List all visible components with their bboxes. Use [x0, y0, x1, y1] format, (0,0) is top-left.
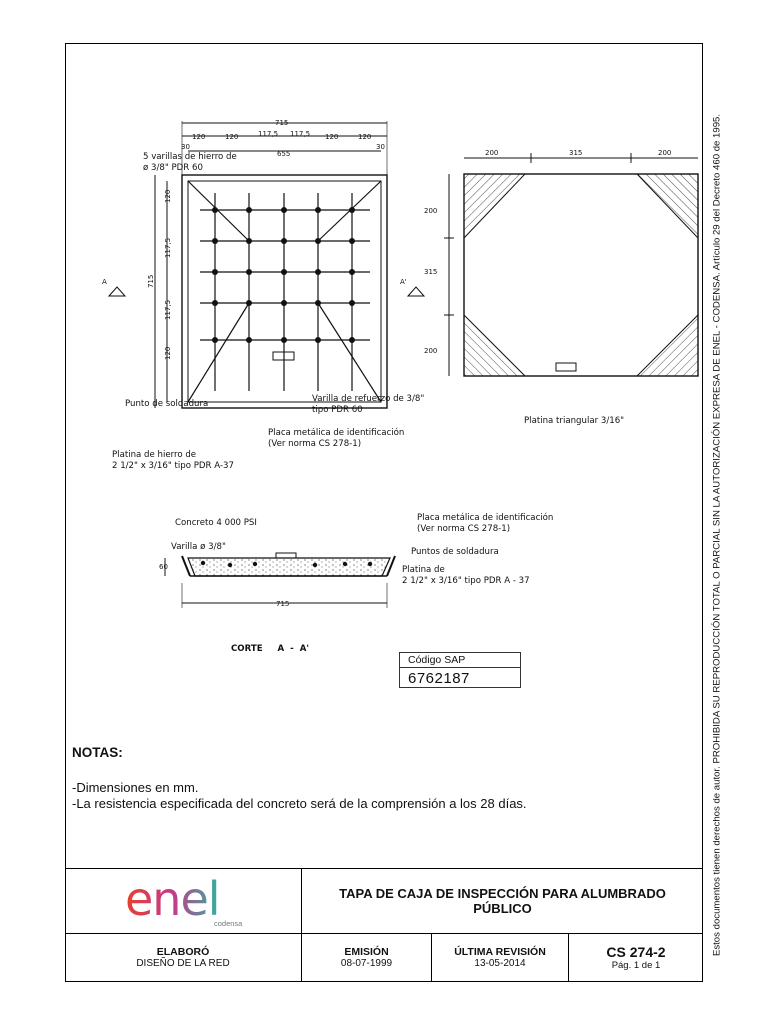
copyright-text: Estos documentos tienen derechos de autor. PROHIBIDA SU REPRODUCCIÓN TOTAL O PARCIAL SIN LA AUTORIZACIÓN EXPRESA DE ENEL - CODENSA. Artículo 29 del Decreto 460 de 1995.: [711, 113, 723, 957]
weld-point: [246, 337, 252, 343]
weld-point: [315, 337, 321, 343]
section-mark-right: A': [400, 278, 407, 286]
dim-seg: 117,5: [258, 130, 279, 138]
page-number: Pág. 1 de 1: [611, 960, 661, 971]
weld-point: [315, 238, 321, 244]
label-punto-soldadura: Punto de soldadura: [125, 399, 209, 409]
emision-cell: [301, 934, 431, 982]
weld-point: [349, 238, 355, 244]
weld-point: [212, 300, 218, 306]
dim-right-left-top: 200: [424, 207, 438, 215]
notes-section: [72, 745, 692, 812]
weld-point: [281, 269, 287, 275]
dim-seg: 120: [325, 133, 339, 141]
weld-point: [246, 238, 252, 244]
dim-vertical: 120: [164, 346, 172, 360]
enel-logo-icon: [65, 869, 301, 934]
dim-vertical: 117,5: [164, 237, 172, 258]
dim-seg: 120: [358, 133, 372, 141]
dim-section-60: 60: [159, 563, 168, 571]
section-mark-left: A: [102, 278, 107, 286]
note-item: -Dimensiones en mm.: [72, 780, 199, 795]
section-rebar-point: [368, 562, 372, 566]
elaboro-cell: [65, 934, 301, 982]
technical-drawing: [65, 43, 703, 653]
elaboro-label: ELABORÓ: [156, 946, 210, 958]
elaboro-value: DISEÑO DE LA RED: [136, 958, 230, 969]
weld-point: [281, 238, 287, 244]
label-corte: CORTE A - A': [231, 644, 310, 653]
weld-point: [281, 300, 287, 306]
sap-code-box: [399, 652, 521, 688]
title-block-row-2: [65, 933, 703, 982]
dim-seg: 120: [225, 133, 239, 141]
note-item: -La resistencia especificada del concreto será de la comprensión a los 28 días.: [72, 796, 527, 811]
sap-label: Código SAP: [400, 653, 520, 668]
dim-vertical: 120: [164, 189, 172, 203]
weld-point: [349, 300, 355, 306]
weld-point: [349, 269, 355, 275]
weld-point: [212, 269, 218, 275]
dim-seg: 117,5: [290, 130, 311, 138]
revision-cell: [431, 934, 568, 982]
weld-point: [246, 269, 252, 275]
dim-total: 715: [275, 119, 289, 127]
label-platina-triangular: Platina triangular 3/16": [524, 416, 625, 426]
weld-point: [212, 238, 218, 244]
label-puntos-soldadura: Puntos de soldadura: [411, 547, 499, 557]
dim-vertical: 117,5: [164, 299, 172, 320]
enel-logo: [65, 869, 301, 934]
weld-point: [281, 337, 287, 343]
document-title-cell: [301, 869, 703, 933]
section-rebar-point: [253, 562, 257, 566]
section-rebar-point: [201, 561, 205, 565]
section-rebar-point: [228, 563, 232, 567]
copyright-side-note: [704, 100, 730, 970]
dim-right-top-right: 200: [658, 149, 672, 157]
label-platina-seccion: Platina de: [402, 565, 445, 575]
document-code-cell: [568, 934, 703, 982]
sap-code: 6762187: [408, 670, 470, 687]
section-rebar-point: [313, 563, 317, 567]
label-platina-hierro: Platina de hierro de: [112, 450, 197, 460]
revision-value: 13-05-2014: [474, 958, 526, 969]
section-rebar-point: [343, 562, 347, 566]
weld-point: [349, 207, 355, 213]
dim-edge-right: 30: [376, 143, 385, 151]
emision-label: EMISIÓN: [344, 946, 389, 958]
notes-title: NOTAS:: [72, 745, 123, 760]
label-varilla-refuerzo-2: tipo PDR 60: [312, 405, 363, 415]
label-placa: Placa metálica de identificación: [268, 428, 405, 438]
label-varillas-2: ø 3/8" PDR 60: [143, 163, 203, 173]
dim-edge: 30: [181, 143, 190, 151]
emision-value: 08-07-1999: [340, 958, 393, 969]
dim-right-left-mid: 315: [424, 268, 438, 276]
label-varilla-38: Varilla ø 3/8": [171, 542, 226, 552]
label-placa-seccion-2: (Ver norma CS 278-1): [417, 524, 511, 534]
title-block-row-1: [65, 868, 703, 933]
weld-point: [212, 207, 218, 213]
dim-seg: 120: [192, 133, 206, 141]
weld-point: [281, 207, 287, 213]
label-placa-seccion: Placa metálica de identificación: [417, 513, 554, 523]
document-code: CS 274-2: [606, 944, 666, 960]
dim-right-top-left: 200: [485, 149, 499, 157]
weld-point: [212, 337, 218, 343]
plate-view: [444, 153, 698, 376]
logo-wordmark: enel: [125, 872, 220, 926]
weld-point: [315, 269, 321, 275]
dim-vertical-total: 715: [147, 274, 155, 288]
label-platina-hierro-2: 2 1/2" x 3/16" tipo PDR A-37: [112, 461, 234, 471]
label-concreto: Concreto 4 000 PSI: [175, 518, 257, 528]
label-varilla-refuerzo: Varilla de refuerzo de 3/8": [312, 394, 425, 404]
dim-right-left-bottom: 200: [424, 347, 438, 355]
weld-point: [246, 300, 252, 306]
weld-point: [315, 300, 321, 306]
logo-subtitle: codensa: [214, 919, 243, 928]
weld-point: [349, 337, 355, 343]
section-markers: [109, 287, 424, 296]
weld-point: [246, 207, 252, 213]
label-platina-seccion-2: 2 1/2" x 3/16" tipo PDR A - 37: [402, 576, 530, 586]
dim-section-715: 715: [276, 600, 290, 608]
label-placa-2: (Ver norma CS 278-1): [268, 439, 362, 449]
weld-point: [315, 207, 321, 213]
dim-inner: 655: [277, 150, 291, 158]
label-varillas: 5 varillas de hierro de: [143, 152, 237, 162]
dim-right-top-mid: 315: [569, 149, 583, 157]
revision-label: ÚLTIMA REVISIÓN: [454, 946, 546, 958]
document-title: TAPA DE CAJA DE INSPECCIÓN PARA ALUMBRADO PÚBLICO: [339, 886, 666, 916]
